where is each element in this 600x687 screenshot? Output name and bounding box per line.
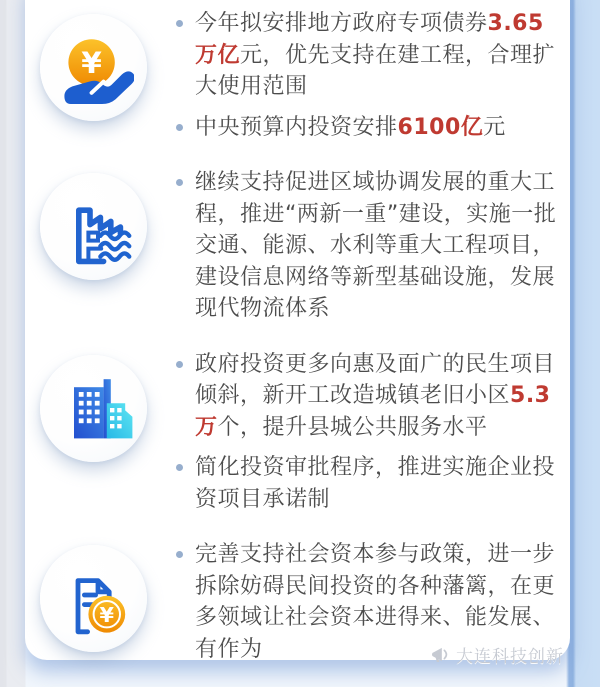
bullet-item [176,167,564,325]
highlight-segment: 6100亿 [397,114,484,140]
section-livelihood [25,349,570,525]
section-major-projects [25,167,570,334]
coin-in-hand-icon [40,14,147,121]
svg-text:¥: ¥ [99,602,114,627]
section-major-projects-bullets [147,167,570,334]
bullet-text [195,167,561,325]
text-segment: 完善支持社会资本参与政策，进一步拆除妨碍民间投资的各种藩篱，在更多领域让社会资本进得来、能发展、有作为 [195,542,556,662]
bullet-item [176,452,564,515]
buildings-icon [40,355,147,462]
factory-water-icon-svg [54,187,134,267]
svg-text:¥: ¥ [80,45,102,80]
bullet-text [195,112,561,144]
highlight-segment: 5.3万 [195,383,551,440]
watermark-label: 大连科技创新 [456,647,564,667]
bullet-text [195,8,561,103]
text-segment: 个，提升县城公共服务水平 [217,414,488,440]
text-segment: 元，优先支持在建工程，合理扩大使用范围 [195,42,556,99]
text-segment: 元 [483,114,506,140]
bullet-text [195,452,561,515]
document-coin-icon-svg [54,559,134,639]
bullet-dot-icon [176,20,183,27]
bullet-item [176,8,564,103]
bullet-dot-icon [176,179,183,186]
buildings-icon-svg [54,368,134,448]
bullet-dot-icon [176,361,183,368]
factory-water-icon [40,173,147,280]
highlight-segment: 3.65万亿 [195,11,544,68]
bullet-dot-icon [176,124,183,131]
bullet-dot-icon [176,551,183,558]
bullet-dot-icon [176,464,183,471]
coin-in-hand-icon-svg [54,28,134,108]
text-segment: 今年拟安排地方政府专项债券 [195,11,488,36]
watermark [431,642,564,667]
section-livelihood-bullets [147,349,570,525]
text-segment: 政府投资更多向惠及面广的民生项目倾斜，新开工改造城镇老旧小区 [195,351,556,408]
bullet-item [176,112,564,144]
text-segment: 继续支持促进区域协调发展的重大工程，推进“两新一重”建设，实施一批交通、能源、水利等重大工程项目，建设信息网络等新型基础设施，发展现代物流体系 [195,170,557,321]
document-coin-icon [40,545,147,652]
section-funding [25,8,570,152]
content-card [25,0,570,660]
section-funding-bullets [147,8,570,152]
bullet-text [195,349,561,444]
megaphone-icon [431,646,451,663]
text-segment: 中央预算内投资安排 [195,114,398,140]
text-segment: 简化投资审批程序，推进实施企业投资项目承诺制 [195,455,556,512]
bullet-item [176,349,564,444]
